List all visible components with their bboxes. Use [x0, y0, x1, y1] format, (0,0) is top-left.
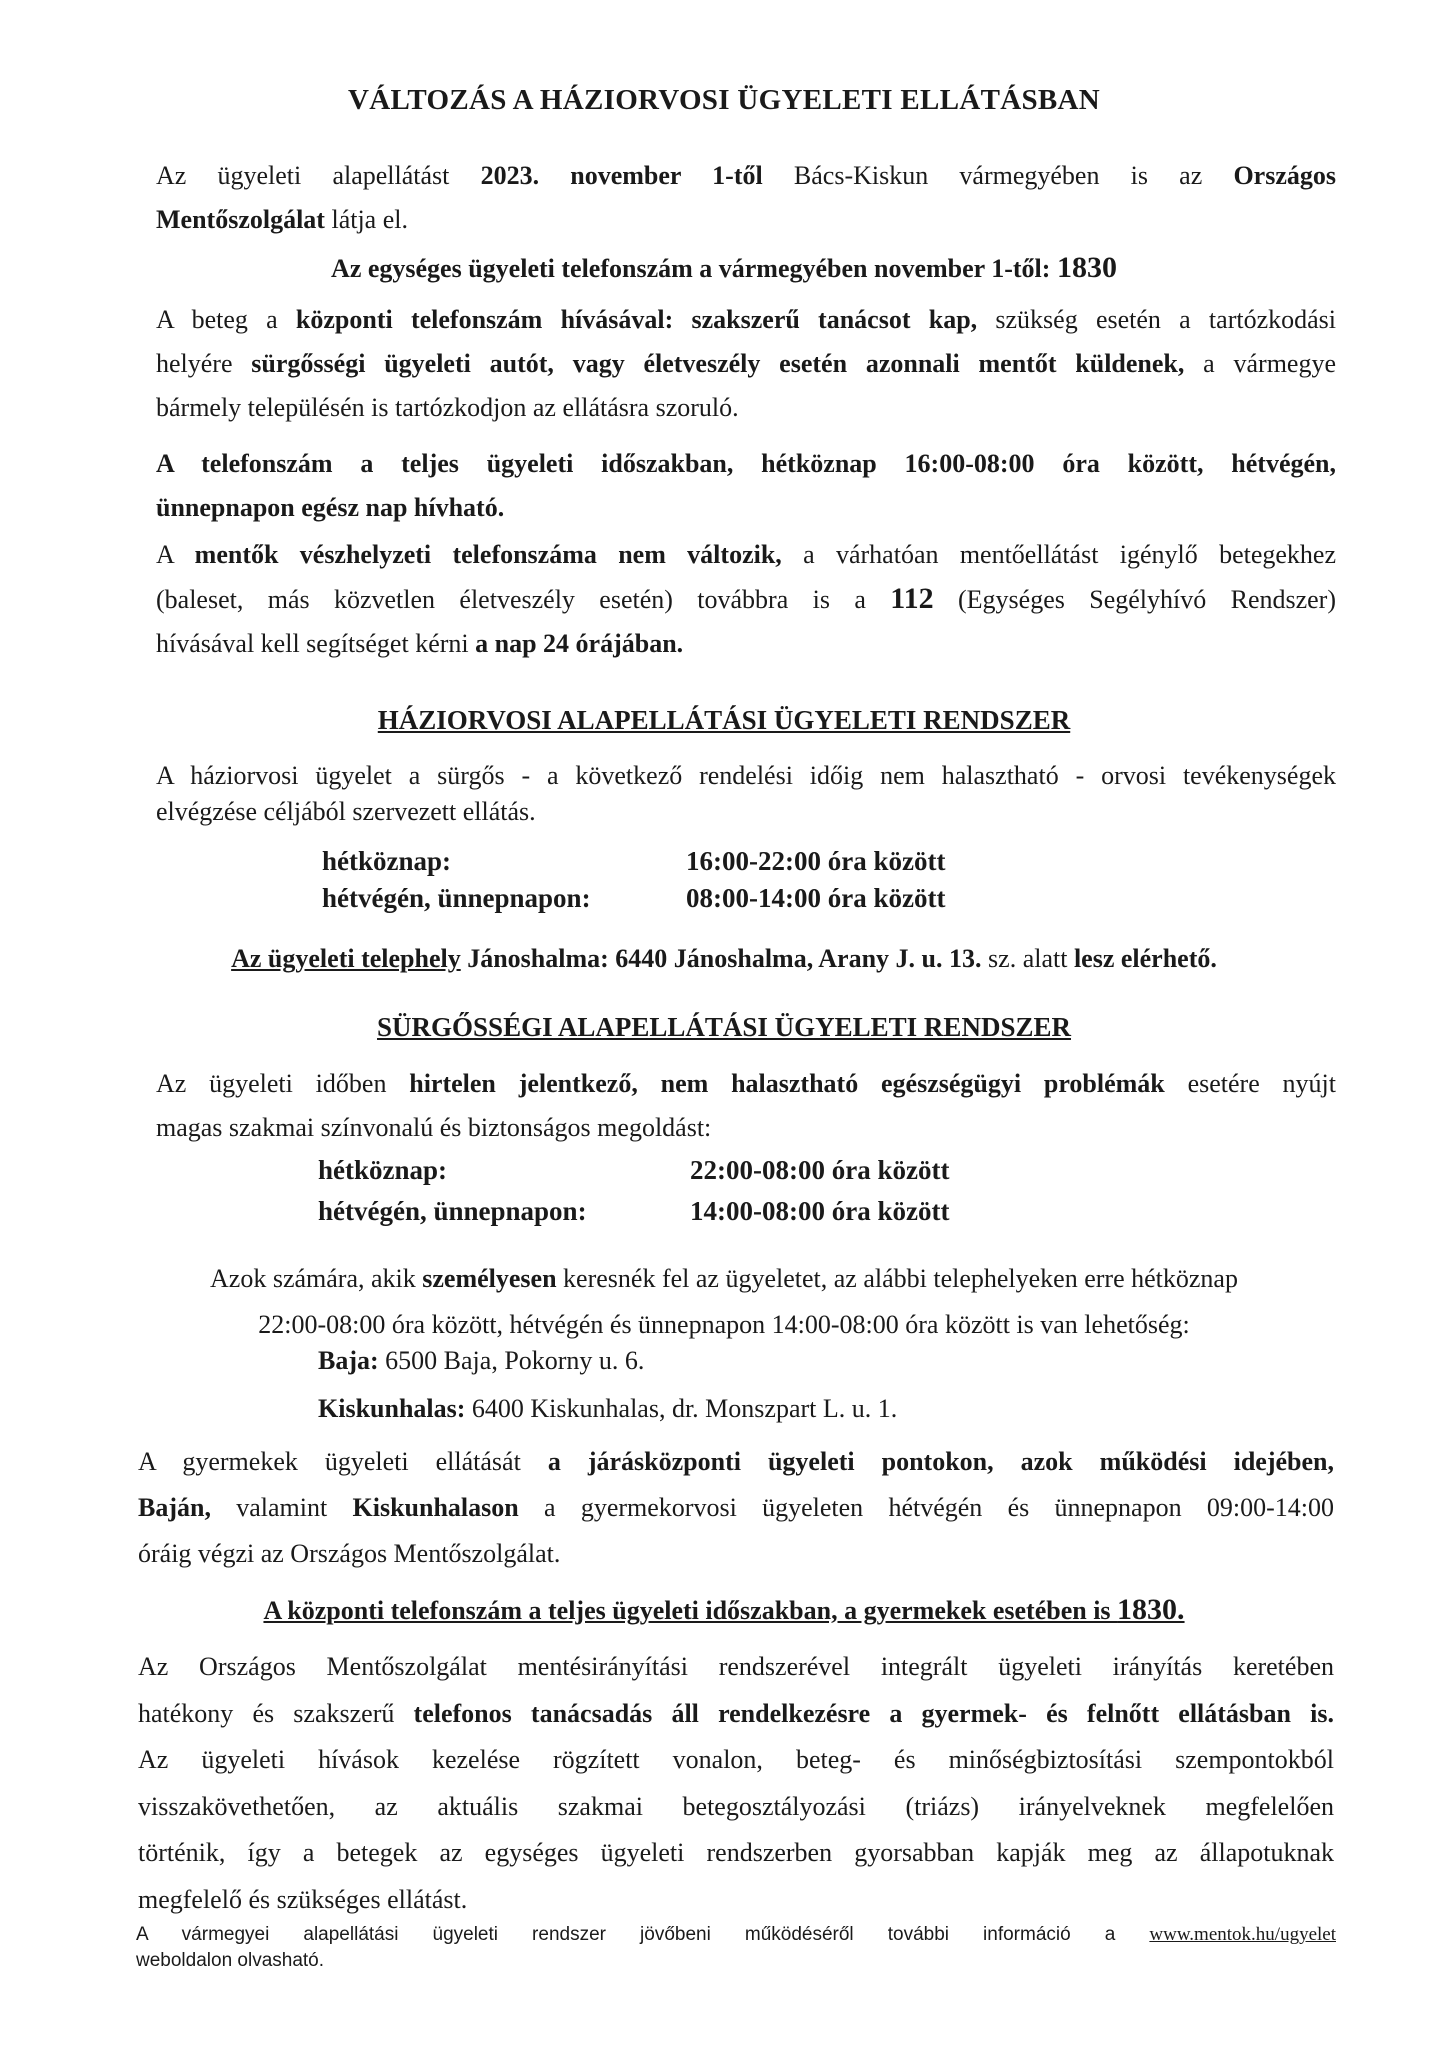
closing-paragraph: Az Országos Mentőszolgálat mentésirányítási rendszerével integrált ügyeleti irányítás keretében hatékony és szakszerű telefonos tanácsadás áll rendelkezésre a gyermek- és felnőtt ellátásban is. Az ügyeleti hívások kezelése rögzített vonalon, beteg- és minőségbiztosítási szempontokból visszakövethetően, az aktuális szakmai betegosztályozási (triázs) irányelveknek megfelelően történik, így a betegek az egységes ügyeleti rendszerben gyorsabban kapják meg az állapotuknak megfelelő és szükséges ellátást. — [138, 1652, 1334, 1914]
gp-site-line: Az ügyeleti telephely Jánoshalma: 6440 Jánoshalma, Arany J. u. 13. sz. alatt lesz elérhető. — [231, 944, 1217, 973]
patient-paragraph: A beteg a központi telefonszám hívásával: szakszerű tanácsot kap, szükség esetén a tartózkodási helyére sürgősségi ügyeleti autót, vagy életveszély esetén azonnali mentőt küldenek, a vármegye bármely településén is tartózkodjon az ellátásra szoruló. — [156, 305, 1337, 422]
er-site-kiskunhalas: Kiskunhalas: 6400 Kiskunhalas, dr. Monszpart L. u. 1. — [318, 1394, 898, 1423]
page-title: VÁLTOZÁS A HÁZIORVOSI ÜGYELETI ELLÁTÁSBAN — [347, 84, 1101, 116]
central-phone-number: 1830. — [1117, 1593, 1185, 1626]
gp-section-heading: HÁZIORVOSI ALAPELLÁTÁSI ÜGYELETI RENDSZER — [377, 705, 1071, 735]
er-schedule-time-weekday: 22:00-08:00 óra között — [690, 1155, 950, 1185]
availability-paragraph: A telefonszám a teljes ügyeleti időszakban, hétköznap 16:00-08:00 óra között, hétvégén, ünnepnapon egész nap hívható. — [156, 449, 1336, 522]
children-paragraph: A gyermekek ügyeleti ellátását a járásközponti ügyeleti pontokon, azok működési idejében, Baján, valamint Kiskunhalason a gyermekorvosi ügyeleten hétvégén és ünnepnapon 09:00-14:00 óráig végzi az Országos Mentőszolgálat. — [138, 1447, 1334, 1568]
er-site-baja: Baja: 6500 Baja, Pokorny u. 6. — [318, 1346, 645, 1375]
intro-paragraph: Az ügyeleti alapellátást 2023. november 1-től Bács-Kiskun vármegyében is az Országos Mentőszolgálat látja el. — [156, 161, 1336, 234]
er-schedule-label-weekday: hétköznap: — [318, 1155, 448, 1185]
gp-schedule-label-weekend: hétvégén, ünnepnapon: — [322, 883, 591, 913]
gp-schedule-time-weekday: 16:00-22:00 óra között — [686, 846, 946, 876]
er-schedule-time-weekend: 14:00-08:00 óra között — [690, 1196, 950, 1226]
phone-number-line: Az egységes ügyeleti telefonszám a vármegyében november 1-től: 1830 — [331, 251, 1117, 284]
phone-number: 1830 — [1056, 251, 1117, 284]
er-schedule-label-weekend: hétvégén, ünnepnapon: — [318, 1196, 587, 1226]
website-link[interactable]: www.mentok.hu/ugyelet — [1149, 1924, 1336, 1945]
emergency-paragraph: A mentők vészhelyzeti telefonszáma nem változik, a várhatóan mentőellátást igénylő betegekhez (baleset, más közvetlen életveszély esetén) továbbra is a 112 (Egységes Segélyhívó Rendszer) hívásával kell segítséget kérni a nap 24 órájában. — [156, 540, 1336, 658]
er-description: Az ügyeleti időben hirtelen jelentkező, nem halasztható egészségügyi problémák esetére nyújt magas szakmai színvonalú és biztonságos megoldást: — [156, 1069, 1336, 1142]
gp-schedule-label-weekday: hétköznap: — [322, 846, 452, 876]
gp-description: A háziorvosi ügyelet a sürgős - a következő rendelési időig nem halasztható - orvosi tevékenységek elvégzése céljából szervezett ellátás. — [156, 761, 1336, 826]
er-section-heading: SÜRGŐSSÉGI ALAPELLÁTÁSI ÜGYELETI RENDSZER — [377, 1012, 1071, 1042]
gp-schedule-time-weekend: 08:00-14:00 óra között — [686, 883, 946, 913]
central-number-line: A központi telefonszám a teljes ügyeleti időszakban, a gyermekek esetében is 1830. — [263, 1593, 1185, 1626]
footer-note: A vármegyei alapellátási ügyeleti rendszer jövőbeni működéséről további információ a www.mentok.hu/ugyelet weboldalon olvasható. — [136, 1924, 1336, 1971]
er-in-person-paragraph: Azok számára, akik személyesen keresnék fel az ügyeletet, az alábbi telephelyeken erre hétköznap 22:00-08:00 óra között, hétvégén és ünnepnapon 14:00-08:00 óra között is van lehetőség: — [210, 1264, 1238, 1339]
